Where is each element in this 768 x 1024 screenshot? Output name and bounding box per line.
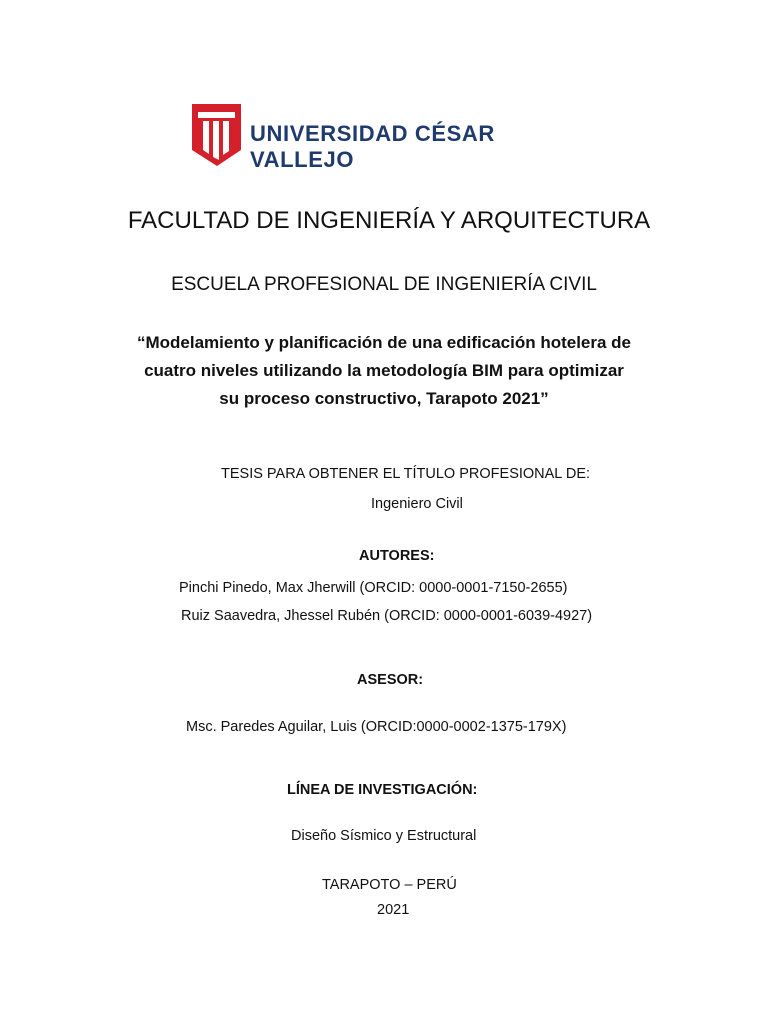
advisor-heading: ASESOR: [357, 672, 424, 688]
faculty-title: FACULTAD DE INGENIERÍA Y ARQUITECTURA [127, 207, 651, 234]
thesis-title-line-3: su proceso constructivo, Tarapoto 2021” [219, 389, 549, 408]
university-logo [192, 104, 552, 172]
ucv-shield-icon [192, 104, 248, 168]
author-1: Pinchi Pinedo, Max Jherwill (ORCID: 0000-0001-7150-2655) [179, 580, 568, 596]
year: 2021 [377, 902, 410, 918]
research-line-heading: LÍNEA DE INVESTIGACIÓN: [287, 782, 478, 798]
school-title: ESCUELA PROFESIONAL DE INGENIERÍA CIVIL [171, 274, 597, 295]
research-line-value: Diseño Sísmico y Estructural [291, 828, 477, 844]
degree-title: Ingeniero Civil [371, 496, 463, 512]
author-2: Ruiz Saavedra, Jhessel Rubén (ORCID: 0000-0001-6039-4927) [181, 608, 593, 624]
degree-heading: TESIS PARA OBTENER EL TÍTULO PROFESIONAL DE: [221, 466, 591, 482]
thesis-title-line-2: cuatro niveles utilizando la metodología BIM para optimizar [144, 361, 624, 380]
university-name: UNIVERSIDAD CÉSAR VALLEJO [250, 121, 495, 172]
authors-heading: AUTORES: [359, 548, 435, 564]
thesis-title [0, 329, 768, 413]
thesis-title-line-1: “Modelamiento y planificación de una edificación hotelera de [136, 333, 632, 352]
place: TARAPOTO – PERÚ [322, 877, 457, 893]
advisor-name: Msc. Paredes Aguilar, Luis (ORCID:0000-0002-1375-179X) [186, 719, 567, 735]
